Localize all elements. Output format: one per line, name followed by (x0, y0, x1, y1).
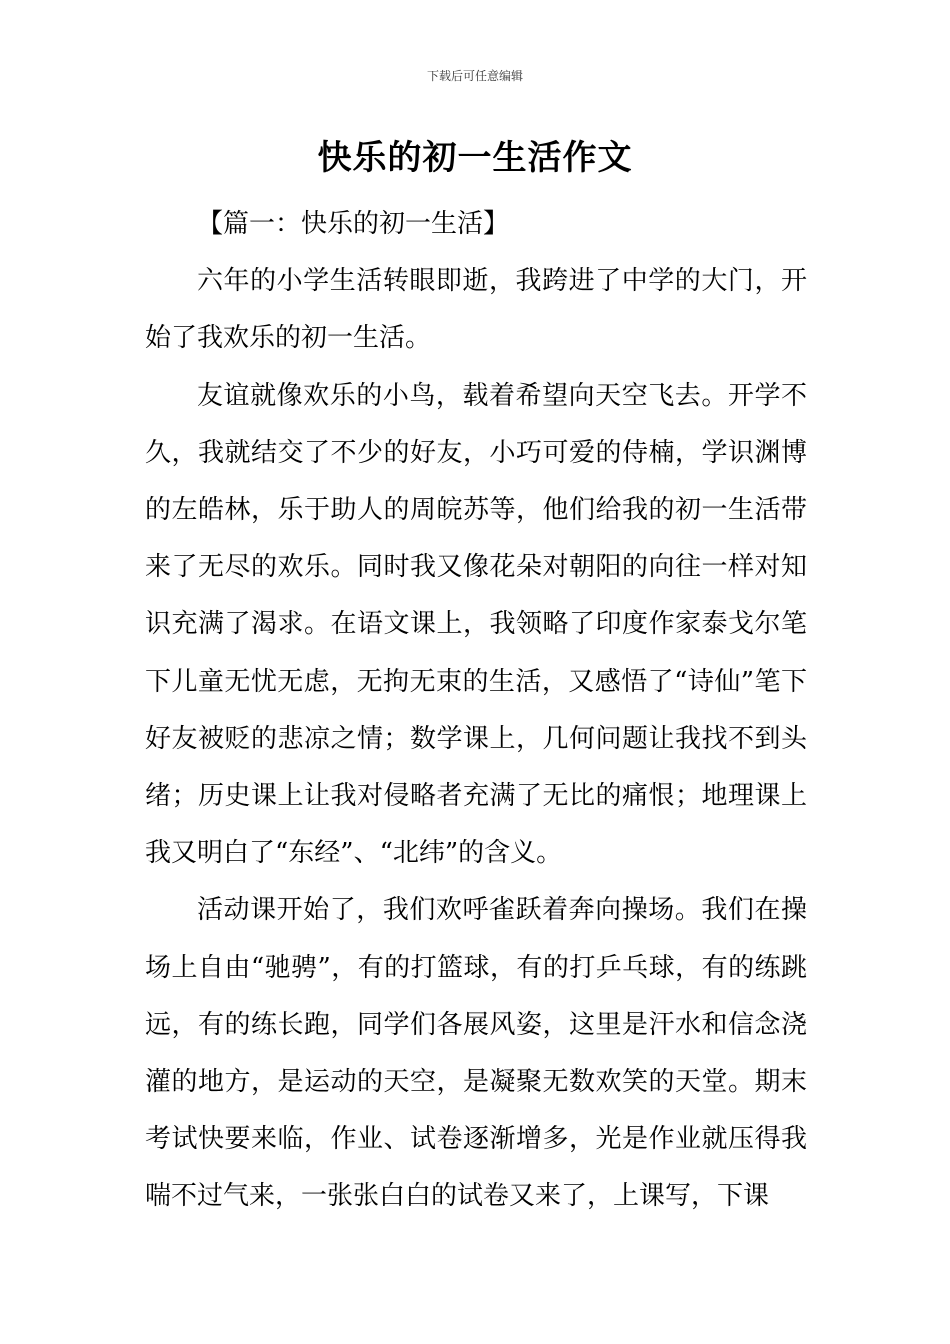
document-body (145, 196, 807, 1226)
document-title: 快乐的初一生活作文 (317, 138, 633, 178)
section-heading: 【篇一：快乐的初一生活】 (197, 209, 510, 239)
paragraph-3: 活动课开始了，我们欢呼雀跃着奔向操场。我们在操场上自由“驰骋”，有的打篮球，有的打乒乓球，有的练跳远，有的练长跑，同学们各展风姿，这里是汗水和信念浇灌的地方，是运动的天空，是凝聚无数欢笑的天堂。期末考试快要来临，作业、试卷逐渐增多，光是作业就压得我喘不过气来，一张张白白的试卷又来了，上课写，下课 (145, 895, 807, 1212)
paragraph-1: 六年的小学生活转眼即逝，我跨进了中学的大门，开始了我欢乐的初一生活。 (145, 266, 807, 354)
paragraph-2: 友谊就像欢乐的小鸟，载着希望向天空飞去。开学不久，我就结交了不少的好友，小巧可爱的侍楠，学识渊博的左皓林，乐于助人的周皖苏等，他们给我的初一生活带来了无尽的欢乐。同时我又像花朵对朝阳的向往一样对知识充满了渴求。在语文课上，我领略了印度作家泰戈尔笔下儿童无忧无虑，无拘无束的生活，又感悟了“诗仙”笔下好友被贬的悲凉之情；数学课上，几何问题让我找不到头绪；历史课上让我对侵略者充满了无比的痛恨；地理课上我又明白了“东经”、“北纬”的含义。 (145, 380, 807, 869)
header-note: 下载后可任意编辑 (426, 69, 523, 83)
